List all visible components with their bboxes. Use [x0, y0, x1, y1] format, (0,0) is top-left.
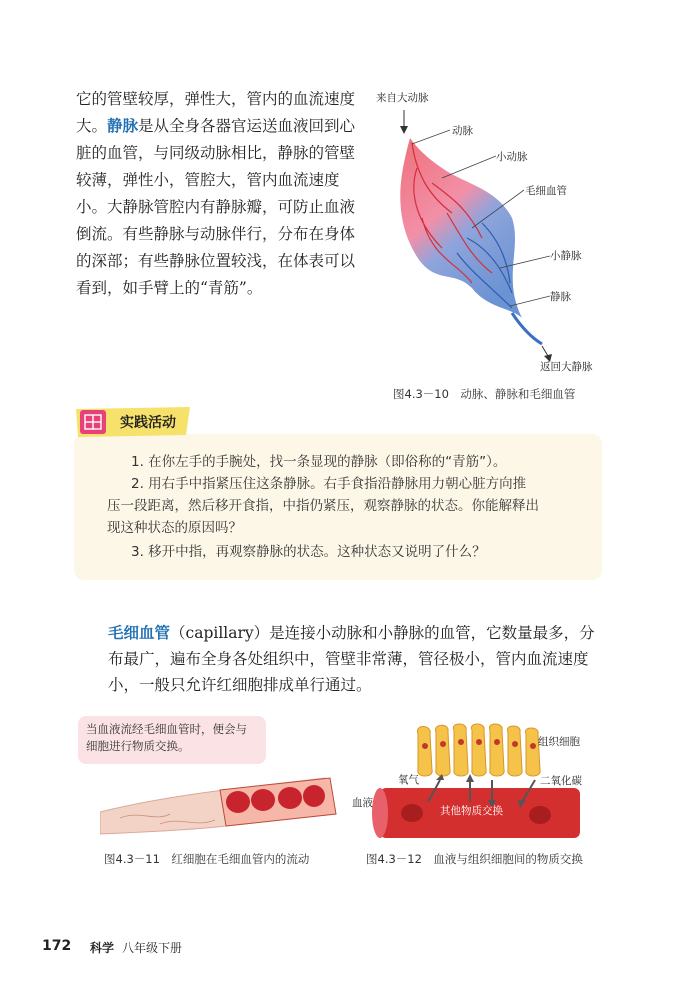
- figure-12-caption: 图4.3－12 血液与组织细胞间的物质交换: [366, 852, 583, 866]
- label-co2: 二氧化碳: [540, 775, 582, 787]
- red-blood-cell: [278, 787, 302, 809]
- page-number: 172: [42, 938, 72, 954]
- footer-title: [90, 939, 182, 956]
- label-capillary: 毛细血管: [525, 185, 567, 197]
- red-blood-cell: [226, 791, 250, 813]
- label-oxygen: 氧气: [398, 774, 419, 786]
- activity-item: 压一段距离，然后移开食指，中指仍紧压，观察静脉的状态。你能解释出: [107, 498, 539, 514]
- figure-11-caption: 图4.3－11 红细胞在毛细血管内的流动: [104, 852, 310, 866]
- activity-item: 2. 用右手中指紧压住这条静脉。右手食指沿静脉用力朝心脏方向推: [131, 476, 527, 492]
- label-vein: 静脉: [550, 291, 571, 303]
- capillary-paragraph: [108, 620, 608, 698]
- vessel-network-figure: [372, 88, 622, 388]
- footer-subject: 科学: [90, 941, 115, 955]
- activity-item: 现这种状态的原因吗？: [107, 520, 242, 536]
- figure-10-caption: 图4.3－10 动脉、静脉和毛细血管: [393, 387, 576, 401]
- tissue-cells: [417, 724, 540, 776]
- label-venule: 小静脉: [550, 250, 582, 262]
- capillary-english: （capillary）: [170, 624, 270, 642]
- note-bubble: 当血液流经毛细血管时，便会与细胞进行物质交换。: [78, 716, 266, 764]
- label-blood: 血液: [352, 797, 373, 809]
- capillary-text: 是连接小动脉和小静脉的血管，它数量最多，分布最广，遍布全身各处组织中，管壁非常薄，管径极小，管内血流速度小，一般只允许红细胞排成单行通过。: [108, 624, 595, 694]
- label-other-exchange: 其他物质交换: [440, 805, 503, 817]
- intro-paragraph: [76, 86, 358, 302]
- red-blood-cell: [303, 785, 325, 807]
- activity-item: 3. 移开中指，再观察静脉的状态。这种状态又说明了什么？: [131, 544, 486, 560]
- footer-grade: 八年级下册: [122, 941, 183, 955]
- vein-term: 静脉: [107, 117, 139, 135]
- label-tissue-cells: 组织细胞: [538, 736, 580, 748]
- activity-title: 实践活动: [120, 415, 176, 431]
- capillary-term: 毛细血管: [108, 624, 171, 642]
- label-artery: 动脉: [452, 125, 473, 137]
- red-blood-cell: [251, 789, 275, 811]
- intro-text-2: 是从全身各器官运送血液回到心脏的血管，与同级动脉相比，静脉的管壁较薄，弹性小，管腔大，管内血流速度小。大静脉管腔内有静脉瓣，可防止血液倒流。有些静脉与动脉伴行，分布在身体的深部；有些静脉位置较浅，在体表可以看到，如手臂上的“青筋”。: [76, 117, 356, 297]
- capillary-flow-figure: [100, 772, 340, 842]
- label-to-vena-cava: 返回大静脉: [540, 361, 593, 373]
- activity-item: 1. 在你左手的手腕处，找一条显现的静脉（即俗称的“青筋”）。: [131, 454, 507, 470]
- label-arteriole: 小动脉: [496, 151, 528, 163]
- intro-text-1: 它的管壁较厚，弹性大，管内的血流速度大。: [76, 90, 356, 135]
- label-from-aorta: 来自大动脉: [376, 92, 429, 104]
